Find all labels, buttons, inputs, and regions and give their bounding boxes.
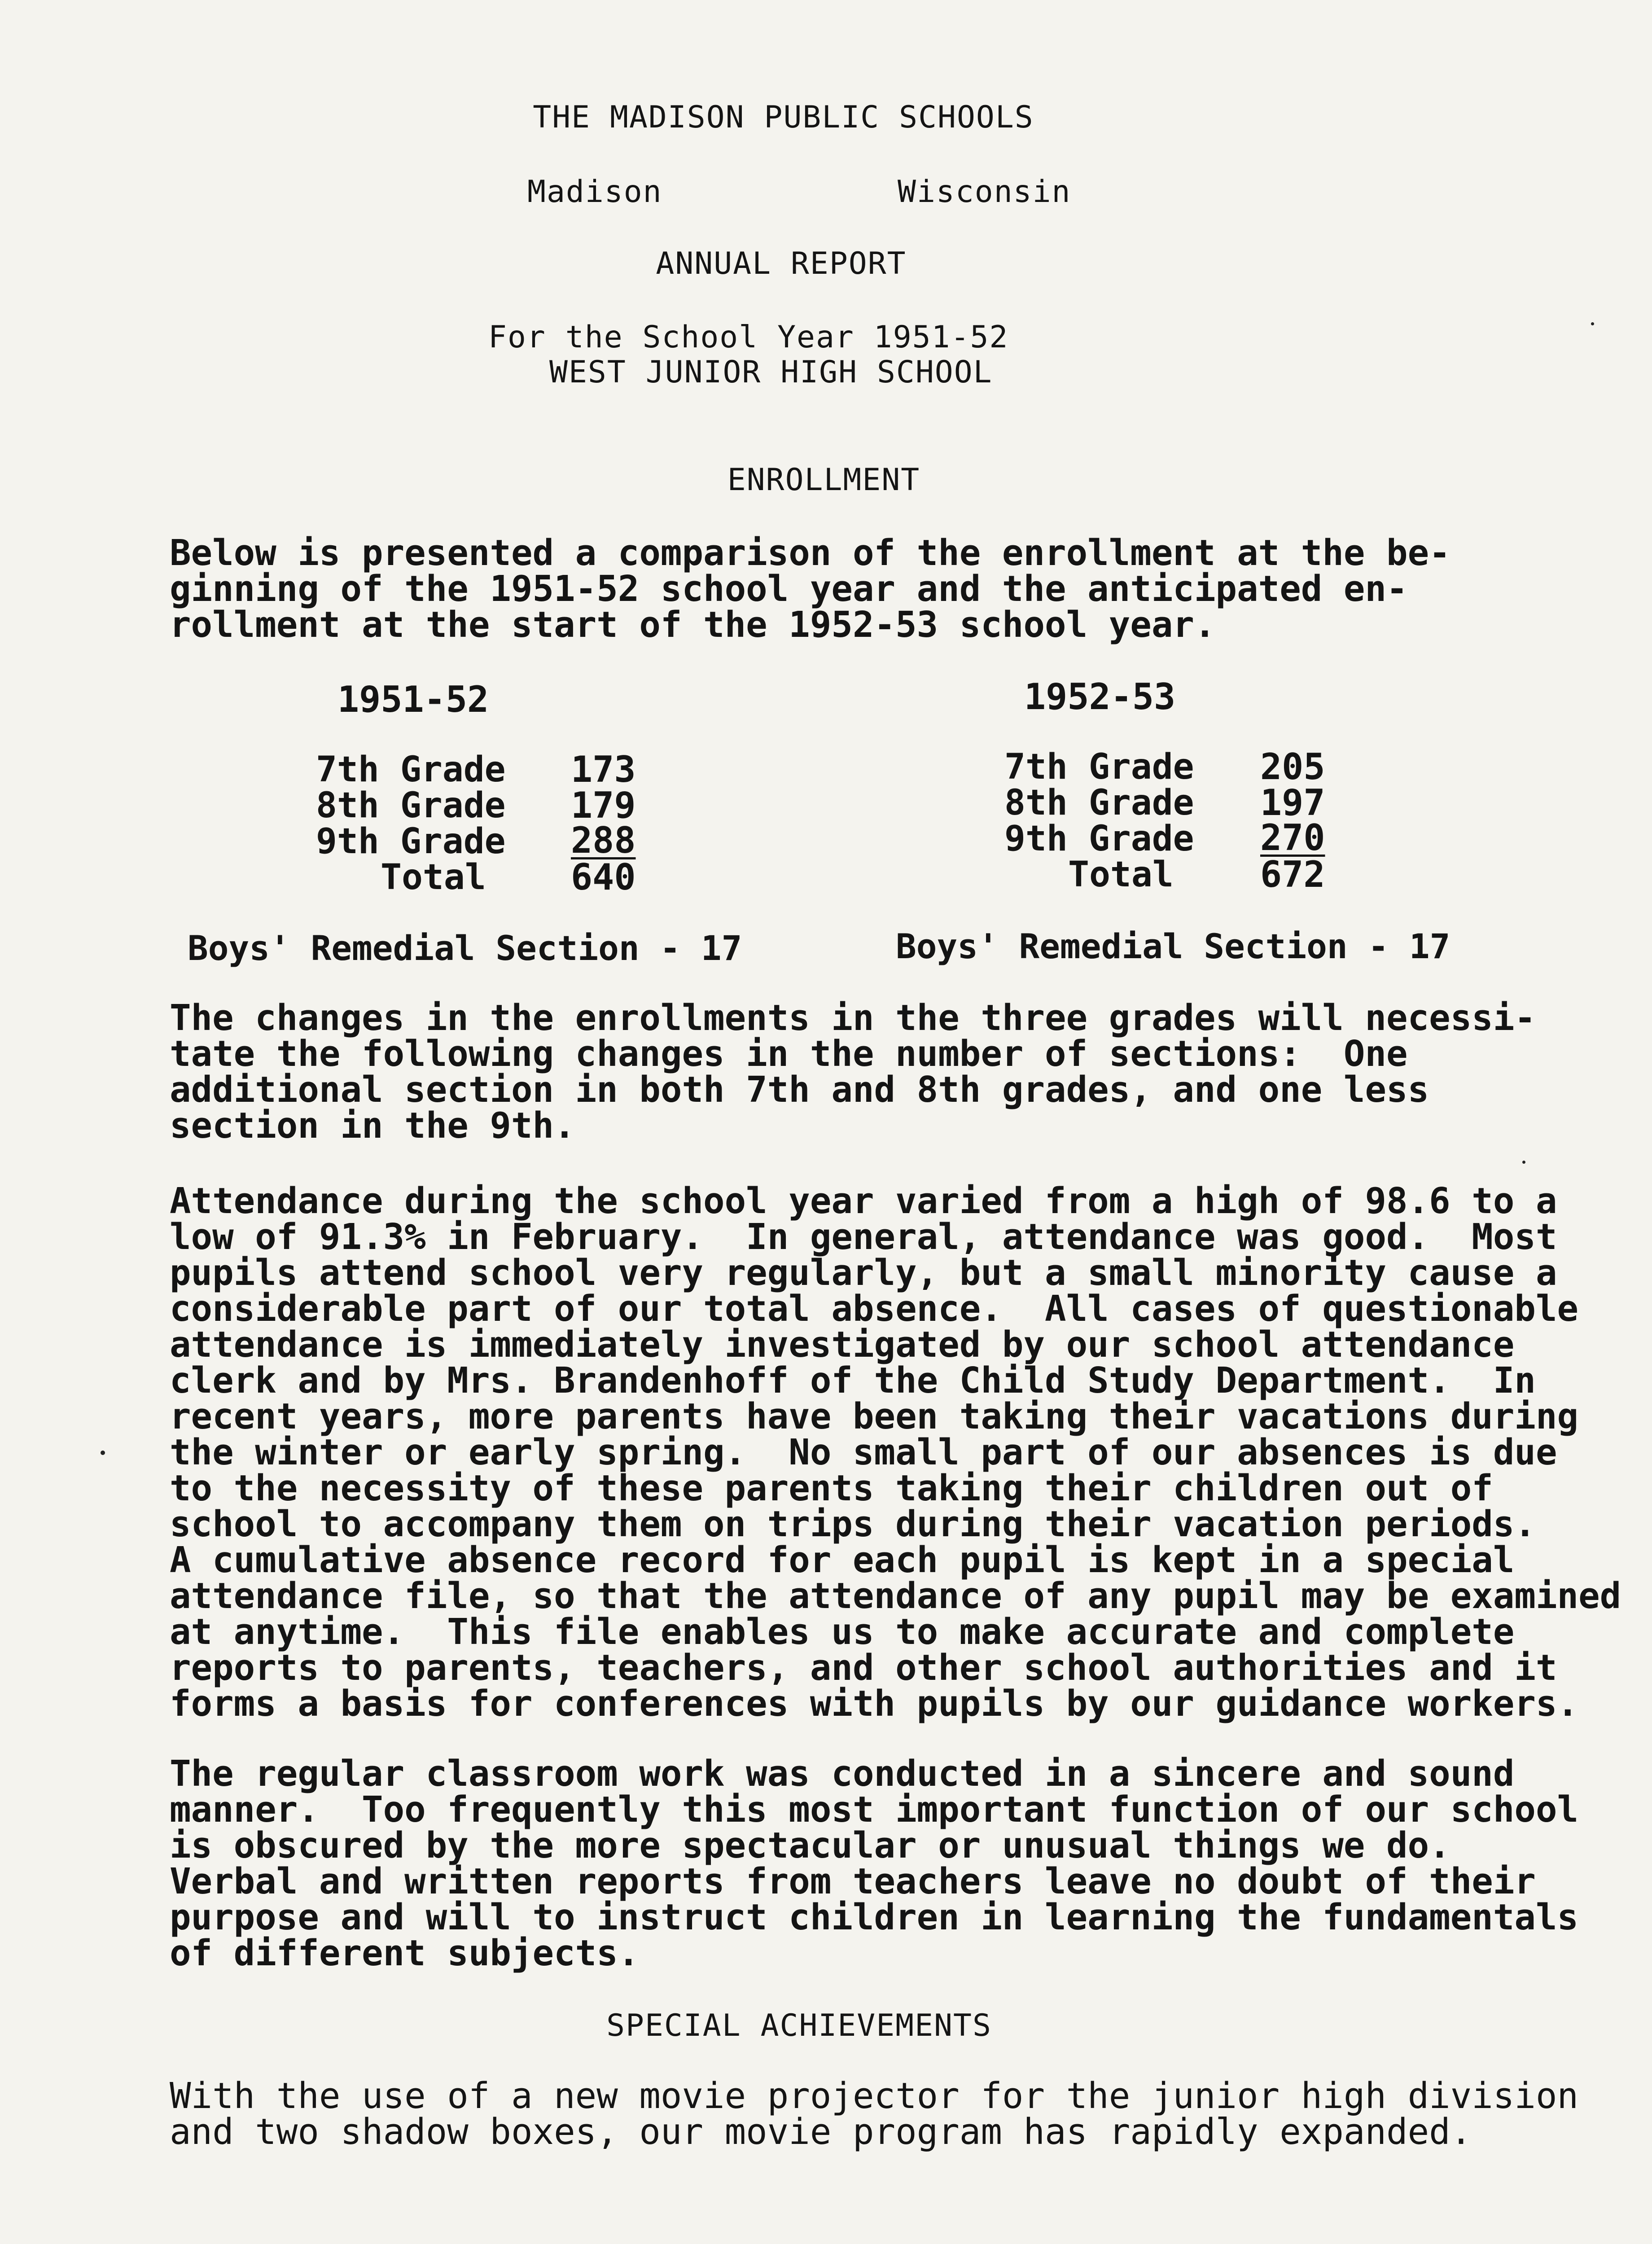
sections-change-paragraph: [170, 997, 1633, 1146]
year2-grade7-label: 7th Grade: [1004, 747, 1194, 787]
school-year-line: For the School Year 1951-52: [488, 320, 1009, 355]
year1-grade9-label: 9th Grade: [316, 821, 506, 862]
paragraph-line: school to accompany them on trips during their vacation periods.: [170, 1503, 1536, 1545]
year1-grade9-count: 288: [571, 820, 636, 861]
year1-grade8-count: 179: [571, 785, 636, 826]
paragraph-line: at anytime. This file enables us to make accurate and complete: [170, 1611, 1515, 1652]
year2-total: 672: [1260, 854, 1325, 895]
year2-remedial: Boys' Remedial Section - 17: [896, 926, 1450, 966]
paragraph-line: the winter or early spring. No small part of our absences is due: [170, 1432, 1557, 1473]
year2-label: 1952-53: [1024, 676, 1176, 718]
paragraph-line: manner. Too frequently this most important function of our school: [170, 1789, 1579, 1830]
paragraph-line: forms a basis for conferences with pupils by our guidance workers.: [170, 1683, 1579, 1724]
year1-grade7-count: 173: [571, 749, 636, 790]
year1-remedial: Boys' Remedial Section - 17: [188, 928, 742, 968]
paragraph-line: With the use of a new movie projector for the junior high division: [170, 2075, 1579, 2117]
paragraph-line: The regular classroom work was conducted in a sincere and sound: [170, 1753, 1515, 1794]
paragraph-line: considerable part of our total absence. All cases of questionable: [170, 1288, 1579, 1329]
intro-line: Below is presented a comparison of the enrollment at the be-: [170, 532, 1450, 574]
year2-grade9-label: 9th Grade: [1004, 819, 1194, 859]
paragraph-line: tate the following changes in the number of sections: One: [170, 1033, 1408, 1074]
scan-speck: [101, 1451, 105, 1455]
year2-grade7-count: 205: [1260, 746, 1325, 788]
paragraph-line: pupils attend school very regularly, but a small minority cause a: [170, 1252, 1557, 1293]
year2-grade9-count: 270: [1260, 817, 1325, 859]
special-achievements-heading: SPECIAL ACHIEVEMENTS: [606, 2008, 992, 2043]
city: Madison: [527, 174, 662, 210]
paragraph-line: A cumulative absence record for each pupil is kept in a special: [170, 1539, 1515, 1581]
org-title: THE MADISON PUBLIC SCHOOLS: [533, 100, 1034, 135]
attendance-paragraph: [170, 1180, 1633, 1724]
paragraph-line: recent years, more parents have been taking their vacations during: [170, 1396, 1579, 1437]
year1-grade7-label: 7th Grade: [316, 749, 506, 790]
paragraph-line: purpose and will to instruct children in learning the fundamentals: [170, 1897, 1579, 1938]
paragraph-line: attendance file, so that the attendance of any pupil may be examined: [170, 1575, 1621, 1617]
state: Wisconsin: [898, 174, 1071, 210]
scan-speck: [1522, 1161, 1525, 1164]
year2-grade8-label: 8th Grade: [1004, 783, 1194, 823]
paragraph-line: Verbal and written reports from teachers leave no doubt of their: [170, 1861, 1536, 1902]
paragraph-line: clerk and by Mrs. Brandenhoff of the Child Study Department. In: [170, 1360, 1536, 1401]
year1-label: 1951-52: [337, 679, 489, 720]
intro-line: ginning of the 1951-52 school year and the anticipated en-: [170, 568, 1408, 609]
paragraph-line: of different subjects.: [170, 1933, 640, 1974]
paragraph-line: reports to parents, teachers, and other school authorities and it: [170, 1647, 1557, 1688]
year1-total: 640: [571, 856, 636, 898]
year1-total-label: Total: [381, 857, 486, 898]
paragraph-line: is obscured by the more spectacular or unusual things we do.: [170, 1825, 1450, 1866]
paragraph-line: and two shadow boxes, our movie program has rapidly expanded.: [170, 2111, 1472, 2152]
school-name: WEST JUNIOR HIGH SCHOOL: [549, 355, 993, 390]
paragraph-line: attendance is immediately investigated by our school attendance: [170, 1324, 1515, 1365]
enrollment-intro: [170, 532, 1633, 645]
year1-grade8-label: 8th Grade: [316, 785, 506, 826]
enrollment-heading: ENROLLMENT: [727, 462, 920, 498]
report-title: ANNUAL REPORT: [656, 246, 907, 281]
scan-speck: [1591, 322, 1594, 325]
paragraph-line: to the necessity of these parents taking their children out of: [170, 1468, 1493, 1509]
year2-total-label: Total: [1068, 855, 1174, 895]
paragraph-line: additional section in both 7th and 8th grades, and one less: [170, 1069, 1429, 1110]
paragraph-line: Attendance during the school year varied from a high of 98.6 to a: [170, 1180, 1557, 1222]
paragraph-line: The changes in the enrollments in the three grades will necessi-: [170, 997, 1536, 1039]
classroom-paragraph: [170, 1753, 1633, 1974]
intro-line: rollment at the start of the 1952-53 school year.: [170, 604, 1216, 645]
year2-grade8-count: 197: [1260, 782, 1325, 824]
paragraph-line: section in the 9th.: [170, 1105, 575, 1146]
special-achievements-paragraph: [170, 2075, 1633, 2152]
paragraph-line: low of 91.3% in February. In general, attendance was good. Most: [170, 1216, 1557, 1258]
